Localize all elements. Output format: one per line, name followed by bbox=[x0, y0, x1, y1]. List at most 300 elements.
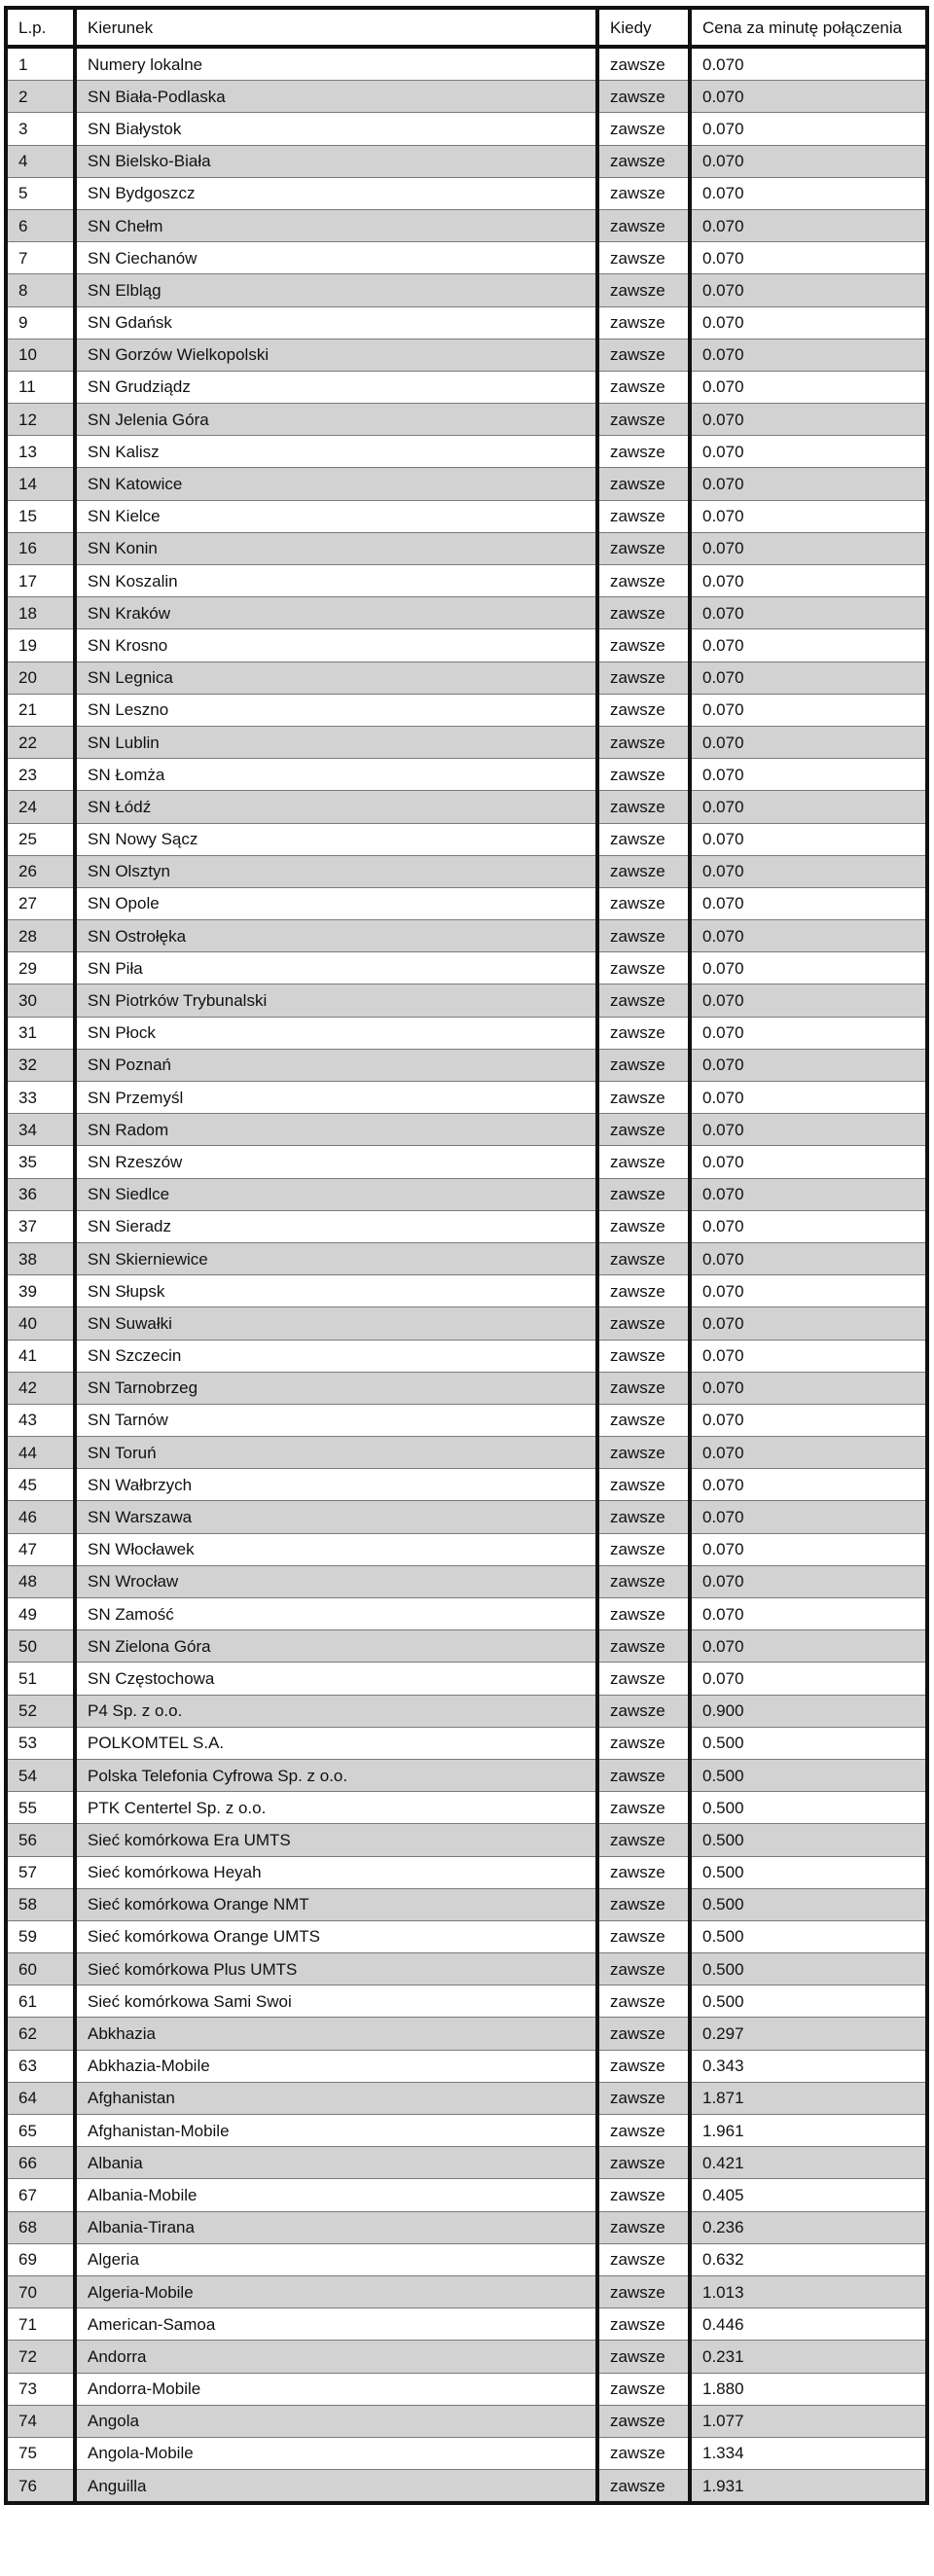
cell-lp: 45 bbox=[6, 1469, 75, 1501]
cell-cena: 0.070 bbox=[690, 1210, 927, 1242]
cell-kierunek: SN Konin bbox=[75, 532, 597, 564]
cell-kierunek: SN Kalisz bbox=[75, 436, 597, 468]
cell-cena: 0.632 bbox=[690, 2243, 927, 2275]
table-row bbox=[6, 1146, 927, 1178]
header-cena: Cena za minutę połączenia bbox=[690, 8, 927, 47]
cell-cena: 0.070 bbox=[690, 726, 927, 758]
table-row bbox=[6, 1017, 927, 1049]
cell-lp: 57 bbox=[6, 1856, 75, 1888]
cell-cena: 0.297 bbox=[690, 2018, 927, 2050]
table-row bbox=[6, 1501, 927, 1533]
cell-kierunek: SN Płock bbox=[75, 1017, 597, 1049]
cell-kiedy: zawsze bbox=[597, 2373, 690, 2405]
cell-cena: 0.446 bbox=[690, 2308, 927, 2341]
cell-kiedy: zawsze bbox=[597, 81, 690, 113]
cell-lp: 17 bbox=[6, 565, 75, 597]
table-row bbox=[6, 371, 927, 403]
cell-kiedy: zawsze bbox=[597, 436, 690, 468]
cell-cena: 0.070 bbox=[690, 1307, 927, 1340]
cell-cena: 0.500 bbox=[690, 1759, 927, 1791]
table-row bbox=[6, 2050, 927, 2082]
cell-kiedy: zawsze bbox=[597, 1372, 690, 1404]
cell-kiedy: zawsze bbox=[597, 404, 690, 436]
cell-kierunek: Andorra-Mobile bbox=[75, 2373, 597, 2405]
cell-lp: 74 bbox=[6, 2405, 75, 2437]
table-row bbox=[6, 855, 927, 887]
cell-kiedy: zawsze bbox=[597, 2405, 690, 2437]
cell-lp: 35 bbox=[6, 1146, 75, 1178]
table-row bbox=[6, 1372, 927, 1404]
cell-cena: 0.070 bbox=[690, 887, 927, 919]
cell-cena: 0.070 bbox=[690, 1630, 927, 1663]
table-row bbox=[6, 1953, 927, 1986]
table-row bbox=[6, 1404, 927, 1436]
cell-kierunek: SN Kraków bbox=[75, 597, 597, 629]
cell-kiedy: zawsze bbox=[597, 1437, 690, 1469]
cell-kiedy: zawsze bbox=[597, 1017, 690, 1049]
cell-kiedy: zawsze bbox=[597, 47, 690, 81]
table-row bbox=[6, 823, 927, 855]
cell-cena: 1.013 bbox=[690, 2275, 927, 2308]
cell-lp: 3 bbox=[6, 113, 75, 145]
cell-lp: 16 bbox=[6, 532, 75, 564]
cell-kierunek: SN Włocławek bbox=[75, 1533, 597, 1565]
table-row bbox=[6, 759, 927, 791]
cell-cena: 0.070 bbox=[690, 1501, 927, 1533]
cell-kierunek: Algeria bbox=[75, 2243, 597, 2275]
cell-kiedy: zawsze bbox=[597, 855, 690, 887]
cell-kierunek: SN Gdańsk bbox=[75, 306, 597, 339]
cell-lp: 51 bbox=[6, 1663, 75, 1695]
cell-lp: 14 bbox=[6, 468, 75, 500]
cell-cena: 0.070 bbox=[690, 823, 927, 855]
cell-lp: 72 bbox=[6, 2341, 75, 2373]
cell-lp: 29 bbox=[6, 952, 75, 984]
cell-cena: 0.070 bbox=[690, 1049, 927, 1081]
cell-kiedy: zawsze bbox=[597, 984, 690, 1017]
cell-cena: 0.070 bbox=[690, 1082, 927, 1114]
cell-kierunek: SN Skierniewice bbox=[75, 1242, 597, 1274]
cell-kierunek: SN Wałbrzych bbox=[75, 1469, 597, 1501]
table-row bbox=[6, 1598, 927, 1630]
cell-kierunek: Albania-Tirana bbox=[75, 2211, 597, 2243]
cell-cena: 0.070 bbox=[690, 177, 927, 209]
cell-kiedy: zawsze bbox=[597, 1114, 690, 1146]
cell-lp: 36 bbox=[6, 1178, 75, 1210]
table-row bbox=[6, 2211, 927, 2243]
cell-lp: 58 bbox=[6, 1888, 75, 1920]
cell-kiedy: zawsze bbox=[597, 1275, 690, 1307]
price-table bbox=[4, 6, 929, 2505]
table-row bbox=[6, 1727, 927, 1759]
cell-kiedy: zawsze bbox=[597, 2179, 690, 2211]
cell-cena: 0.070 bbox=[690, 1598, 927, 1630]
cell-cena: 0.070 bbox=[690, 274, 927, 306]
cell-kierunek: American-Samoa bbox=[75, 2308, 597, 2341]
cell-lp: 40 bbox=[6, 1307, 75, 1340]
cell-kiedy: zawsze bbox=[597, 887, 690, 919]
cell-kierunek: SN Tarnobrzeg bbox=[75, 1372, 597, 1404]
table-row bbox=[6, 2373, 927, 2405]
cell-kiedy: zawsze bbox=[597, 2308, 690, 2341]
cell-kiedy: zawsze bbox=[597, 1404, 690, 1436]
cell-kiedy: zawsze bbox=[597, 952, 690, 984]
cell-kierunek: Algeria-Mobile bbox=[75, 2275, 597, 2308]
cell-kierunek: SN Koszalin bbox=[75, 565, 597, 597]
table-row bbox=[6, 597, 927, 629]
cell-kierunek: P4 Sp. z o.o. bbox=[75, 1695, 597, 1727]
table-row bbox=[6, 2470, 927, 2504]
cell-kiedy: zawsze bbox=[597, 371, 690, 403]
cell-kierunek: Sieć komórkowa Sami Swoi bbox=[75, 1986, 597, 2018]
table-row bbox=[6, 1469, 927, 1501]
cell-kiedy: zawsze bbox=[597, 2115, 690, 2147]
header-kiedy: Kiedy bbox=[597, 8, 690, 47]
cell-lp: 67 bbox=[6, 2179, 75, 2211]
cell-kierunek: SN Kielce bbox=[75, 500, 597, 532]
table-row bbox=[6, 2437, 927, 2469]
header-lp: L.p. bbox=[6, 8, 75, 47]
cell-cena: 0.070 bbox=[690, 113, 927, 145]
cell-cena: 1.961 bbox=[690, 2115, 927, 2147]
cell-kierunek: SN Radom bbox=[75, 1114, 597, 1146]
cell-kiedy: zawsze bbox=[597, 920, 690, 952]
cell-lp: 66 bbox=[6, 2147, 75, 2179]
table-row bbox=[6, 2179, 927, 2211]
cell-cena: 0.070 bbox=[690, 500, 927, 532]
cell-kierunek: SN Częstochowa bbox=[75, 1663, 597, 1695]
cell-kiedy: zawsze bbox=[597, 2470, 690, 2504]
cell-cena: 0.343 bbox=[690, 2050, 927, 2082]
cell-lp: 6 bbox=[6, 209, 75, 241]
cell-lp: 63 bbox=[6, 2050, 75, 2082]
cell-cena: 1.871 bbox=[690, 2082, 927, 2114]
cell-kiedy: zawsze bbox=[597, 1082, 690, 1114]
table-row bbox=[6, 532, 927, 564]
cell-kiedy: zawsze bbox=[597, 2341, 690, 2373]
cell-kiedy: zawsze bbox=[597, 2211, 690, 2243]
table-row bbox=[6, 1210, 927, 1242]
cell-lp: 53 bbox=[6, 1727, 75, 1759]
cell-lp: 15 bbox=[6, 500, 75, 532]
cell-lp: 26 bbox=[6, 855, 75, 887]
cell-kiedy: zawsze bbox=[597, 1146, 690, 1178]
cell-kierunek: SN Bielsko-Biała bbox=[75, 145, 597, 177]
cell-cena: 0.070 bbox=[690, 339, 927, 371]
cell-lp: 64 bbox=[6, 2082, 75, 2114]
cell-cena: 0.070 bbox=[690, 436, 927, 468]
cell-kiedy: zawsze bbox=[597, 726, 690, 758]
cell-lp: 76 bbox=[6, 2470, 75, 2504]
table-row bbox=[6, 2115, 927, 2147]
cell-cena: 1.880 bbox=[690, 2373, 927, 2405]
cell-kiedy: zawsze bbox=[597, 177, 690, 209]
cell-kierunek: SN Zielona Góra bbox=[75, 1630, 597, 1663]
cell-kiedy: zawsze bbox=[597, 532, 690, 564]
cell-kierunek: SN Szczecin bbox=[75, 1340, 597, 1372]
cell-lp: 1 bbox=[6, 47, 75, 81]
cell-cena: 1.334 bbox=[690, 2437, 927, 2469]
cell-kierunek: SN Grudziądz bbox=[75, 371, 597, 403]
cell-kiedy: zawsze bbox=[597, 1888, 690, 1920]
cell-kierunek: Albania-Mobile bbox=[75, 2179, 597, 2211]
cell-kiedy: zawsze bbox=[597, 1695, 690, 1727]
cell-cena: 0.070 bbox=[690, 81, 927, 113]
table-row bbox=[6, 242, 927, 274]
cell-lp: 48 bbox=[6, 1565, 75, 1597]
cell-lp: 30 bbox=[6, 984, 75, 1017]
table-body bbox=[6, 47, 927, 2503]
table-row bbox=[6, 1437, 927, 1469]
table-row bbox=[6, 1275, 927, 1307]
table-row bbox=[6, 2405, 927, 2437]
cell-lp: 33 bbox=[6, 1082, 75, 1114]
cell-kiedy: zawsze bbox=[597, 468, 690, 500]
cell-kiedy: zawsze bbox=[597, 242, 690, 274]
cell-cena: 0.070 bbox=[690, 1372, 927, 1404]
table-row bbox=[6, 177, 927, 209]
cell-lp: 12 bbox=[6, 404, 75, 436]
cell-kierunek: Afghanistan-Mobile bbox=[75, 2115, 597, 2147]
cell-kierunek: Polska Telefonia Cyfrowa Sp. z o.o. bbox=[75, 1759, 597, 1791]
cell-lp: 61 bbox=[6, 1986, 75, 2018]
cell-lp: 27 bbox=[6, 887, 75, 919]
cell-lp: 56 bbox=[6, 1824, 75, 1856]
cell-kierunek: Anguilla bbox=[75, 2470, 597, 2504]
table-row bbox=[6, 887, 927, 919]
table-row bbox=[6, 662, 927, 694]
cell-lp: 11 bbox=[6, 371, 75, 403]
cell-kiedy: zawsze bbox=[597, 2018, 690, 2050]
cell-cena: 0.070 bbox=[690, 1178, 927, 1210]
cell-kiedy: zawsze bbox=[597, 274, 690, 306]
table-row bbox=[6, 1888, 927, 1920]
cell-cena: 0.070 bbox=[690, 759, 927, 791]
table-row bbox=[6, 1565, 927, 1597]
table-row bbox=[6, 952, 927, 984]
table-row bbox=[6, 145, 927, 177]
cell-kierunek: SN Ciechanów bbox=[75, 242, 597, 274]
cell-cena: 0.070 bbox=[690, 597, 927, 629]
cell-lp: 73 bbox=[6, 2373, 75, 2405]
cell-lp: 32 bbox=[6, 1049, 75, 1081]
cell-kiedy: zawsze bbox=[597, 1920, 690, 1952]
cell-kiedy: zawsze bbox=[597, 1824, 690, 1856]
cell-lp: 4 bbox=[6, 145, 75, 177]
table-row bbox=[6, 1695, 927, 1727]
cell-kiedy: zawsze bbox=[597, 1663, 690, 1695]
cell-kiedy: zawsze bbox=[597, 694, 690, 726]
table-row bbox=[6, 1178, 927, 1210]
cell-lp: 20 bbox=[6, 662, 75, 694]
cell-kierunek: Abkhazia bbox=[75, 2018, 597, 2050]
cell-cena: 0.236 bbox=[690, 2211, 927, 2243]
cell-lp: 41 bbox=[6, 1340, 75, 1372]
table-row bbox=[6, 1533, 927, 1565]
table-row bbox=[6, 629, 927, 662]
table-row bbox=[6, 726, 927, 758]
cell-lp: 59 bbox=[6, 1920, 75, 1952]
cell-cena: 0.500 bbox=[690, 1953, 927, 1986]
cell-kiedy: zawsze bbox=[597, 1340, 690, 1372]
cell-kierunek: Angola bbox=[75, 2405, 597, 2437]
cell-kierunek: SN Opole bbox=[75, 887, 597, 919]
cell-lp: 19 bbox=[6, 629, 75, 662]
cell-lp: 54 bbox=[6, 1759, 75, 1791]
cell-lp: 43 bbox=[6, 1404, 75, 1436]
cell-lp: 18 bbox=[6, 597, 75, 629]
cell-lp: 21 bbox=[6, 694, 75, 726]
cell-cena: 0.070 bbox=[690, 629, 927, 662]
cell-lp: 37 bbox=[6, 1210, 75, 1242]
table-row bbox=[6, 1920, 927, 1952]
table-row bbox=[6, 1082, 927, 1114]
cell-kierunek: SN Ostrołęka bbox=[75, 920, 597, 952]
cell-kierunek: SN Legnica bbox=[75, 662, 597, 694]
cell-cena: 0.070 bbox=[690, 1146, 927, 1178]
table-row bbox=[6, 694, 927, 726]
cell-cena: 0.070 bbox=[690, 791, 927, 823]
cell-cena: 0.500 bbox=[690, 1727, 927, 1759]
table-row bbox=[6, 339, 927, 371]
table-row bbox=[6, 1242, 927, 1274]
cell-kiedy: zawsze bbox=[597, 339, 690, 371]
cell-lp: 28 bbox=[6, 920, 75, 952]
cell-kiedy: zawsze bbox=[597, 662, 690, 694]
cell-kierunek: SN Leszno bbox=[75, 694, 597, 726]
table-row bbox=[6, 1856, 927, 1888]
cell-kiedy: zawsze bbox=[597, 1598, 690, 1630]
cell-kierunek: SN Katowice bbox=[75, 468, 597, 500]
table-row bbox=[6, 274, 927, 306]
cell-kierunek: Sieć komórkowa Plus UMTS bbox=[75, 1953, 597, 1986]
table-row bbox=[6, 1340, 927, 1372]
table-row bbox=[6, 1663, 927, 1695]
cell-cena: 0.070 bbox=[690, 662, 927, 694]
header-row bbox=[6, 8, 927, 47]
cell-lp: 68 bbox=[6, 2211, 75, 2243]
cell-kierunek: SN Wrocław bbox=[75, 1565, 597, 1597]
cell-cena: 0.070 bbox=[690, 855, 927, 887]
cell-lp: 75 bbox=[6, 2437, 75, 2469]
table-row bbox=[6, 920, 927, 952]
cell-cena: 0.500 bbox=[690, 1856, 927, 1888]
cell-lp: 39 bbox=[6, 1275, 75, 1307]
cell-cena: 0.070 bbox=[690, 694, 927, 726]
table-row bbox=[6, 1824, 927, 1856]
cell-cena: 0.070 bbox=[690, 1437, 927, 1469]
cell-cena: 0.070 bbox=[690, 920, 927, 952]
cell-cena: 0.070 bbox=[690, 532, 927, 564]
cell-kierunek: Abkhazia-Mobile bbox=[75, 2050, 597, 2082]
cell-cena: 0.070 bbox=[690, 371, 927, 403]
cell-cena: 0.070 bbox=[690, 306, 927, 339]
cell-kierunek: Andorra bbox=[75, 2341, 597, 2373]
table-row bbox=[6, 1759, 927, 1791]
cell-kiedy: zawsze bbox=[597, 113, 690, 145]
table-row bbox=[6, 791, 927, 823]
cell-kierunek: Afghanistan bbox=[75, 2082, 597, 2114]
cell-kiedy: zawsze bbox=[597, 1469, 690, 1501]
cell-lp: 24 bbox=[6, 791, 75, 823]
cell-kierunek: SN Olsztyn bbox=[75, 855, 597, 887]
cell-cena: 0.231 bbox=[690, 2341, 927, 2373]
cell-lp: 5 bbox=[6, 177, 75, 209]
cell-lp: 46 bbox=[6, 1501, 75, 1533]
cell-lp: 2 bbox=[6, 81, 75, 113]
cell-cena: 0.070 bbox=[690, 47, 927, 81]
header-kierunek: Kierunek bbox=[75, 8, 597, 47]
cell-kierunek: SN Lublin bbox=[75, 726, 597, 758]
cell-lp: 13 bbox=[6, 436, 75, 468]
cell-kiedy: zawsze bbox=[597, 2147, 690, 2179]
cell-kierunek: SN Zamość bbox=[75, 1598, 597, 1630]
cell-lp: 65 bbox=[6, 2115, 75, 2147]
cell-lp: 10 bbox=[6, 339, 75, 371]
cell-cena: 0.070 bbox=[690, 1275, 927, 1307]
cell-kiedy: zawsze bbox=[597, 145, 690, 177]
table-row bbox=[6, 2308, 927, 2341]
cell-cena: 0.421 bbox=[690, 2147, 927, 2179]
cell-cena: 0.070 bbox=[690, 145, 927, 177]
cell-kierunek: Sieć komórkowa Orange NMT bbox=[75, 1888, 597, 1920]
table-row bbox=[6, 2147, 927, 2179]
cell-lp: 22 bbox=[6, 726, 75, 758]
cell-kiedy: zawsze bbox=[597, 2243, 690, 2275]
table-row bbox=[6, 1792, 927, 1824]
cell-cena: 0.070 bbox=[690, 1533, 927, 1565]
cell-lp: 42 bbox=[6, 1372, 75, 1404]
cell-cena: 0.070 bbox=[690, 1114, 927, 1146]
cell-kierunek: Sieć komórkowa Orange UMTS bbox=[75, 1920, 597, 1952]
cell-cena: 0.070 bbox=[690, 952, 927, 984]
cell-kierunek: SN Przemyśl bbox=[75, 1082, 597, 1114]
table-row bbox=[6, 2341, 927, 2373]
cell-kiedy: zawsze bbox=[597, 2050, 690, 2082]
cell-kierunek: SN Nowy Sącz bbox=[75, 823, 597, 855]
cell-lp: 31 bbox=[6, 1017, 75, 1049]
cell-cena: 0.500 bbox=[690, 1920, 927, 1952]
cell-kiedy: zawsze bbox=[597, 629, 690, 662]
cell-kiedy: zawsze bbox=[597, 306, 690, 339]
cell-kierunek: Sieć komórkowa Era UMTS bbox=[75, 1824, 597, 1856]
table-row bbox=[6, 984, 927, 1017]
cell-kierunek: SN Biała-Podlaska bbox=[75, 81, 597, 113]
cell-cena: 0.070 bbox=[690, 1340, 927, 1372]
cell-kiedy: zawsze bbox=[597, 759, 690, 791]
cell-kiedy: zawsze bbox=[597, 2275, 690, 2308]
table-row bbox=[6, 468, 927, 500]
table-row bbox=[6, 1114, 927, 1146]
table-row bbox=[6, 2275, 927, 2308]
cell-lp: 55 bbox=[6, 1792, 75, 1824]
cell-kiedy: zawsze bbox=[597, 1630, 690, 1663]
table-row bbox=[6, 404, 927, 436]
cell-kierunek: SN Słupsk bbox=[75, 1275, 597, 1307]
cell-cena: 0.070 bbox=[690, 468, 927, 500]
table-row bbox=[6, 2018, 927, 2050]
cell-kierunek: SN Toruń bbox=[75, 1437, 597, 1469]
cell-kierunek: SN Łódź bbox=[75, 791, 597, 823]
table-row bbox=[6, 2243, 927, 2275]
cell-lp: 71 bbox=[6, 2308, 75, 2341]
cell-kierunek: SN Warszawa bbox=[75, 1501, 597, 1533]
cell-lp: 49 bbox=[6, 1598, 75, 1630]
cell-kierunek: SN Jelenia Góra bbox=[75, 404, 597, 436]
table-row bbox=[6, 500, 927, 532]
cell-kierunek: SN Siedlce bbox=[75, 1178, 597, 1210]
cell-kiedy: zawsze bbox=[597, 1501, 690, 1533]
